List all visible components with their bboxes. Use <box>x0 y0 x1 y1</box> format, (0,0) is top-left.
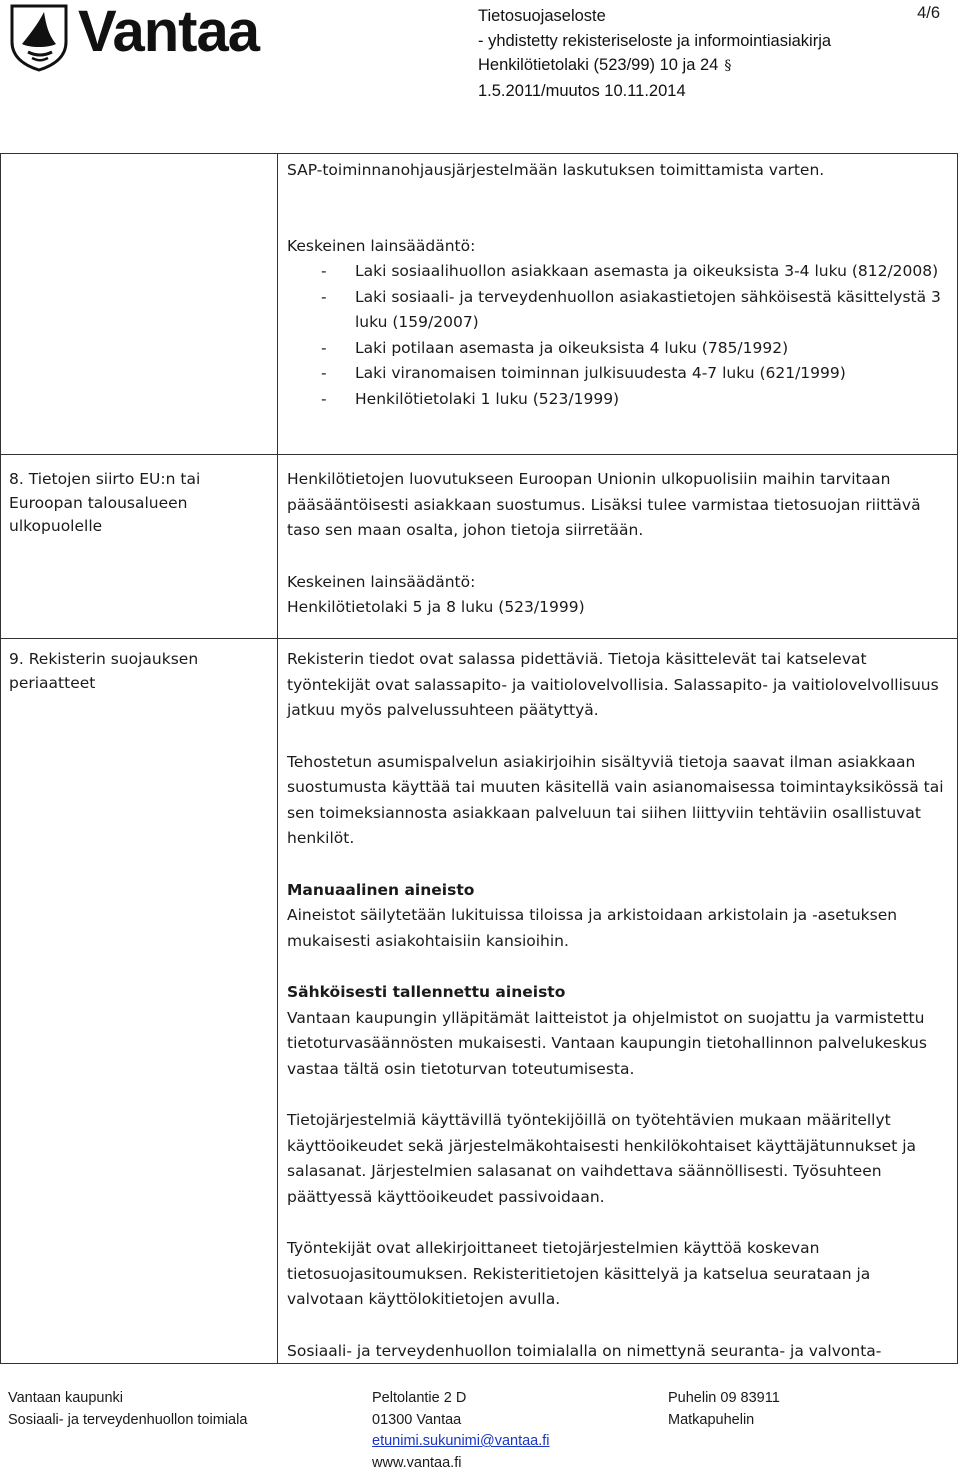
register-table <box>0 153 958 1364</box>
row-divider-9 <box>1 638 957 639</box>
list-item: - Laki sosiaalihuollon asiakkaan asemasta ja oikeuksista 3-4 luku (812/2008) <box>287 259 951 285</box>
row9-paragraph-2: Tehostetun asumispalvelun asiakirjoihin sisältyviä tietoja saavat ilman asiakkaan suostumusta käyttää tai muuten käsitellä vain asianomaisessa toimintayksikössä tai sen toimeksiannosta asiakkaan palveluun tai siihen liittyviin tehtäviin osallistuvat henkilöt. <box>287 752 944 847</box>
electronic-material-text: Vantaan kaupungin ylläpitämät laitteistot ja ohjelmistot on suojattu ja varmistettu tietoturvasäännösten mukaisesti. Vantaan kaupungin tietohallinnon palvelukeskus vastaa tältä osin tietoturvan toteutumisesta. <box>287 1008 927 1078</box>
legislation-heading: Keskeinen lainsäädäntö: <box>287 236 476 255</box>
footer-organization: Vantaan kaupunki Sosiaali- ja terveydenhuollon toimiala <box>8 1390 248 1428</box>
row9-label: 9. Rekisterin suojauksen periaatteet <box>9 650 199 692</box>
column-divider <box>277 154 278 1363</box>
list-item: - Laki potilaan asemasta ja oikeuksista 4 luku (785/1992) <box>287 336 951 362</box>
doc-subtitle: - yhdistetty rekisteriseloste ja informointiasiakirja <box>478 31 832 50</box>
continued-row-content <box>287 158 951 412</box>
list-item: - Laki viranomaisen toiminnan julkisuudesta 4-7 luku (621/1999) <box>287 361 951 387</box>
vantaa-logo <box>8 0 298 74</box>
row8-legislation-heading: Keskeinen lainsäädäntö: <box>287 572 476 591</box>
list-item: - Henkilötietolaki 1 luku (523/1999) <box>287 387 951 413</box>
law-list <box>287 259 951 412</box>
page-number: 4/6 <box>917 4 940 22</box>
manual-material-heading: Manuaalinen aineisto <box>287 880 475 899</box>
website-text: www.vantaa.fi <box>372 1454 462 1471</box>
footer-contact: Puhelin 09 83911 Matkapuhelin <box>668 1390 780 1428</box>
row-divider-8 <box>1 454 957 455</box>
section-symbol: § <box>724 58 732 74</box>
row8-text: Henkilötietojen luovutukseen Euroopan Unionin ulkopuolisiin maihin tarvitaan pääsääntöisesti asiakkaan suostumus. Lisäksi tulee varmistaa tietosuojan riittävä taso sen maan osalta, johon tietoja siirretään. <box>287 470 921 539</box>
vantaa-coat-of-arms-icon <box>8 4 70 72</box>
logo-wordmark: Vantaa <box>78 0 259 64</box>
footer-address: Peltolantie 2 D 01300 Vantaa etunimi.sukunimi@vantaa.fi www.vantaa.fi <box>372 1388 550 1474</box>
row9-paragraph-6: Työntekijät ovat allekirjoittaneet tietojärjestelmien käyttöä koskevan tietosuojasitoumuksen. Rekisteritietojen käsittelyä ja katselua seurataan ja valvotaan käyttölokitietojen avulla. <box>287 1239 871 1308</box>
row8-label: 8. Tietojen siirto EU:n tai Euroopan talousalueen ulkopuolelle <box>9 470 201 535</box>
row9-paragraph-7: Sosiaali- ja terveydenhuollon toimialalla on nimettynä seuranta- ja valvonta- <box>287 1341 882 1360</box>
row9-content <box>287 647 951 1364</box>
intro-text: SAP-toiminnanohjausjärjestelmään laskutuksen toimittamista varten. <box>287 161 825 179</box>
document-meta <box>478 4 948 103</box>
doc-title: Tietosuojaseloste <box>478 7 606 25</box>
doc-law-reference: Henkilötietolaki (523/99) 10 ja 24 § <box>478 56 732 74</box>
row9-paragraph-5: Tietojärjestelmiä käyttävillä työntekijöillä on työtehtävien mukaan määritellyt käyttöoikeudet sekä järjestelmäkohtaisesti henkilökohtaiset käyttäjätunnukset ja salasanat. Järjestelmien salasanat on vaihdettava säännöllisesti. Työsuhteen päättyessä käyttöoikeudet passivoidaan. <box>287 1111 917 1206</box>
electronic-material-heading: Sähköisesti tallennettu aineisto <box>287 983 566 1001</box>
manual-material-text: Aineistot säilytetään lukituissa tiloissa ja arkistoidaan arkistolain ja -asetuksen mukaisesti asiakohtaisiin kansioihin. <box>287 906 898 950</box>
row8-content <box>287 467 951 621</box>
row8-legislation: Henkilötietolaki 5 ja 8 luku (523/1999) <box>287 598 585 616</box>
doc-date: 1.5.2011/muutos 10.11.2014 <box>478 81 686 100</box>
email-link[interactable]: etunimi.sukunimi@vantaa.fi <box>372 1433 550 1449</box>
list-item: - Laki sosiaali- ja terveydenhuollon asiakastietojen sähköisestä käsittelystä 3 luku (159/2007) <box>287 285 951 336</box>
row9-paragraph-1: Rekisterin tiedot ovat salassa pidettäviä. Tietoja käsittelevät tai katselevat työntekijät ovat salassapito- ja vaitiolovelvollisia. Salassapito- ja vaitiolovelvollisuus jatkuu myös palvelussuhteen päätyttyä. <box>287 650 939 719</box>
